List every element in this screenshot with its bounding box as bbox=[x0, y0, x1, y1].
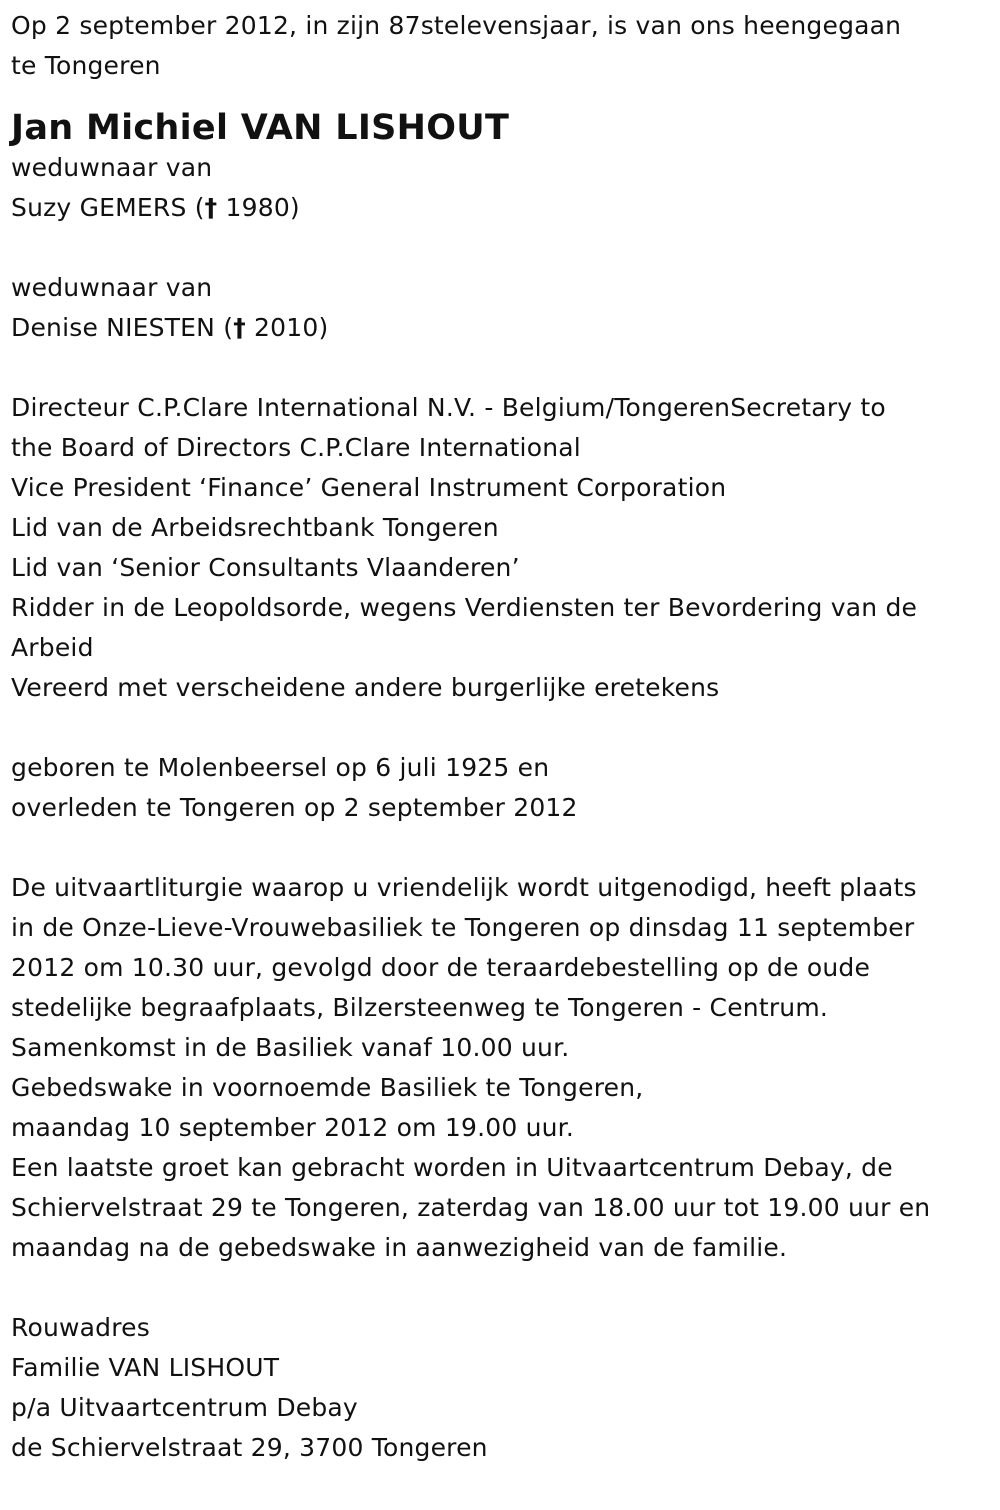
spouse-block bbox=[11, 148, 991, 228]
intro-line: te Tongeren bbox=[11, 51, 161, 80]
ceremony-line: maandag 10 september 2012 om 19.00 uur. bbox=[11, 1113, 574, 1142]
career-line: Arbeid bbox=[11, 633, 94, 662]
spacer bbox=[11, 708, 991, 748]
ceremony-line: Een laatste groet kan gebracht worden in Uitvaartcentrum Debay, de bbox=[11, 1153, 893, 1182]
spouse-death-year: 2010) bbox=[245, 313, 329, 342]
career-line: Vice President ‘Finance’ General Instrument Corporation bbox=[11, 473, 727, 502]
career-line: Lid van de Arbeidsrechtbank Tongeren bbox=[11, 513, 499, 542]
spouse-name: Suzy GEMERS ( bbox=[11, 193, 205, 222]
intro-line: Op 2 september 2012, in zijn 87stelevensjaar, is van ons heengegaan bbox=[11, 11, 902, 40]
spacer bbox=[11, 1268, 991, 1308]
spouse-relation: weduwnaar van bbox=[11, 153, 213, 182]
ceremony-line: Samenkomst in de Basiliek vanaf 10.00 uur. bbox=[11, 1033, 570, 1062]
spouse-block bbox=[11, 268, 991, 348]
ceremony-line: 2012 om 10.30 uur, gevolgd door de teraardebestelling op de oude bbox=[11, 953, 871, 982]
ceremony-line: Schiervelstraat 29 te Tongeren, zaterdag van 18.00 uur tot 19.00 uur en bbox=[11, 1193, 931, 1222]
address-heading: Rouwadres bbox=[11, 1313, 150, 1342]
spouse-death-year: 1980) bbox=[217, 193, 300, 222]
ceremony-section bbox=[11, 868, 991, 1268]
address-line: Familie VAN LISHOUT bbox=[11, 1353, 280, 1382]
spacer bbox=[11, 228, 991, 268]
spouse-name: Denise NIESTEN ( bbox=[11, 313, 234, 342]
death-line: overleden te Tongeren op 2 september 2012 bbox=[11, 793, 578, 822]
intro-section bbox=[11, 6, 991, 86]
birth-line: geboren te Molenbeersel op 6 juli 1925 en bbox=[11, 753, 550, 782]
spacer bbox=[11, 348, 991, 388]
career-line: the Board of Directors C.P.Clare International bbox=[11, 433, 581, 462]
ceremony-line: stedelijke begraafplaats, Bilzersteenweg te Tongeren - Centrum. bbox=[11, 993, 829, 1022]
address-line: de Schiervelstraat 29, 3700 Tongeren bbox=[11, 1433, 488, 1462]
cross-icon: † bbox=[204, 193, 218, 222]
ceremony-line: Gebedswake in voornoemde Basiliek te Tongeren, bbox=[11, 1073, 644, 1102]
ceremony-line: in de Onze-Lieve-Vrouwebasiliek te Tongeren op dinsdag 11 september bbox=[11, 913, 915, 942]
address-section bbox=[11, 1308, 991, 1468]
career-line: Directeur C.P.Clare International N.V. - Belgium/TongerenSecretary to bbox=[11, 393, 886, 422]
career-line: Ridder in de Leopoldsorde, wegens Verdiensten ter Bevordering van de bbox=[11, 593, 918, 622]
cross-icon: † bbox=[233, 313, 246, 342]
spacer bbox=[11, 828, 991, 868]
spouse-name-line bbox=[11, 188, 991, 228]
spouse-relation: weduwnaar van bbox=[11, 273, 213, 302]
career-line: Lid van ‘Senior Consultants Vlaanderen’ bbox=[11, 553, 520, 582]
address-line: p/a Uitvaartcentrum Debay bbox=[11, 1393, 358, 1422]
career-section bbox=[11, 388, 991, 708]
career-line: Vereerd met verscheidene andere burgerlijke eretekens bbox=[11, 673, 720, 702]
ceremony-line: De uitvaartliturgie waarop u vriendelijk wordt uitgenodigd, heeft plaats bbox=[11, 873, 917, 902]
ceremony-line: maandag na de gebedswake in aanwezigheid van de familie. bbox=[11, 1233, 788, 1262]
spouse-name-line bbox=[11, 308, 991, 348]
birth-death-section bbox=[11, 748, 991, 828]
obituary-document bbox=[11, 6, 991, 1468]
deceased-name: Jan Michiel VAN LISHOUT bbox=[11, 108, 510, 148]
